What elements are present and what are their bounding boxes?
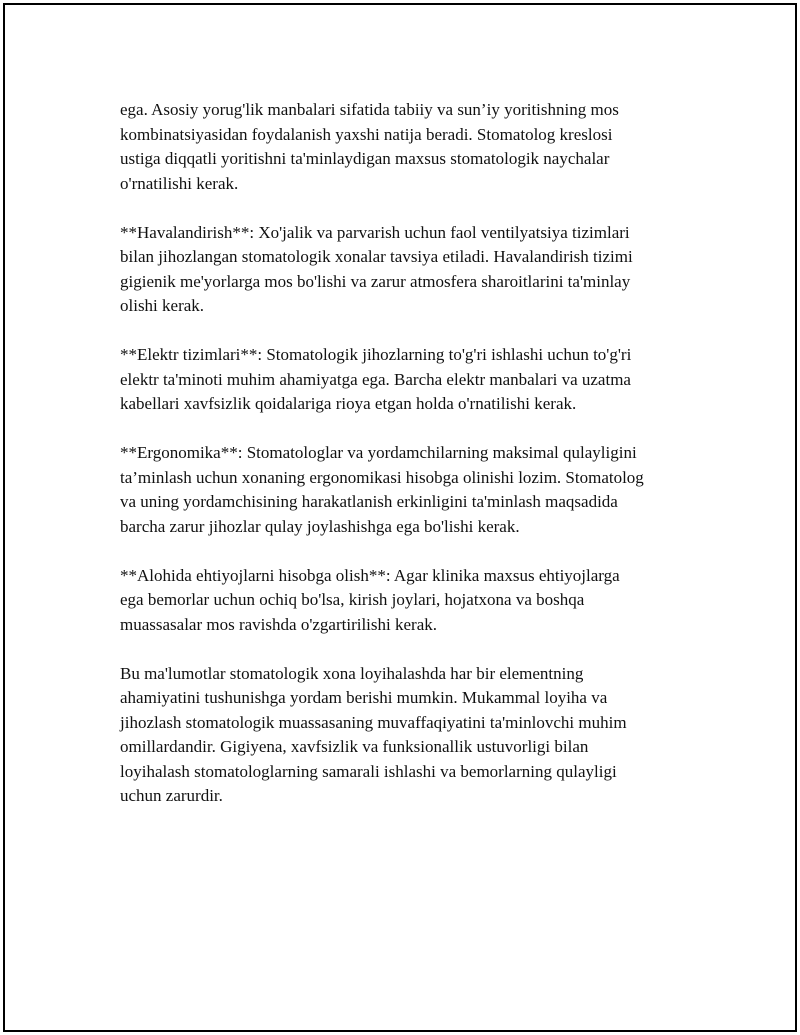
paragraph-electrical-systems: **Elektr tizimlari**: Stomatologik jihozlarning to'g'ri ishlashi uchun to'g'ri elektr ta'minoti muhim ahamiyatga ega. Barcha elektr manbalari va uzatma kabellari xavfsizlik qoidalariga rioya etgan holda o'rnatilishi kerak. (120, 345, 632, 413)
paragraph-ergonomics: **Ergonomika**: Stomatologlar va yordamchilarning maksimal qulayligini ta’minlash uchun xonaning ergonomikasi hisobga olinishi lozim. Stomatolog va uning yordamchisining harakatlanish erkinligini ta'minlash maqsadida barcha zarur jihozlar qulay joylashishga ega bo'lishi kerak. (120, 443, 644, 536)
paragraph-conclusion: Bu ma'lumotlar stomatologik xona loyihalashda har bir elementning ahamiyatini tushunishga yordam berishi mumkin. Mukammal loyiha va jihozlash stomatologik muassasaning muvaffaqiyatini ta'minlovchi muhim omillardandir. Gigiyena, xavfsizlik va funksionallik ustuvorligi bilan loyihalash stomatologlarning samarali ishlashi va bemorlarning qulayligi uchun zarurdir. (120, 663, 627, 805)
paragraph-lighting-continuation: ega. Asosiy yorug'lik manbalari sifatida tabiiy va sun’iy yoritishning mos kombinatsiyasidan foydalanish yaxshi natija beradi. Stomatolog kreslosi ustiga diqqatli yoritishni ta'minlaydigan maxsus stomatologik naychalar o'rnatilishi kerak. (120, 100, 619, 193)
document-page (3, 3, 797, 1032)
document-body (120, 98, 695, 833)
paragraph-special-needs: **Alohida ehtiyojlarni hisobga olish**: Agar klinika maxsus ehtiyojlarga ega bemorlar uchun ochiq bo'lsa, kirish joylari, hojatxona va boshqa muassasalar mos ravishda o'zgartirilishi kerak. (120, 565, 620, 634)
paragraph-ventilation: **Havalandirish**: Xo'jalik va parvarish uchun faol ventilyatsiya tizimlari bilan jihozlangan stomatologik xonalar tavsiya etiladi. Havalandirish tizimi gigienik me'yorlarga mos bo'lishi va zarur atmosfera sharoitlarini ta'minlay olishi kerak. (120, 222, 633, 315)
